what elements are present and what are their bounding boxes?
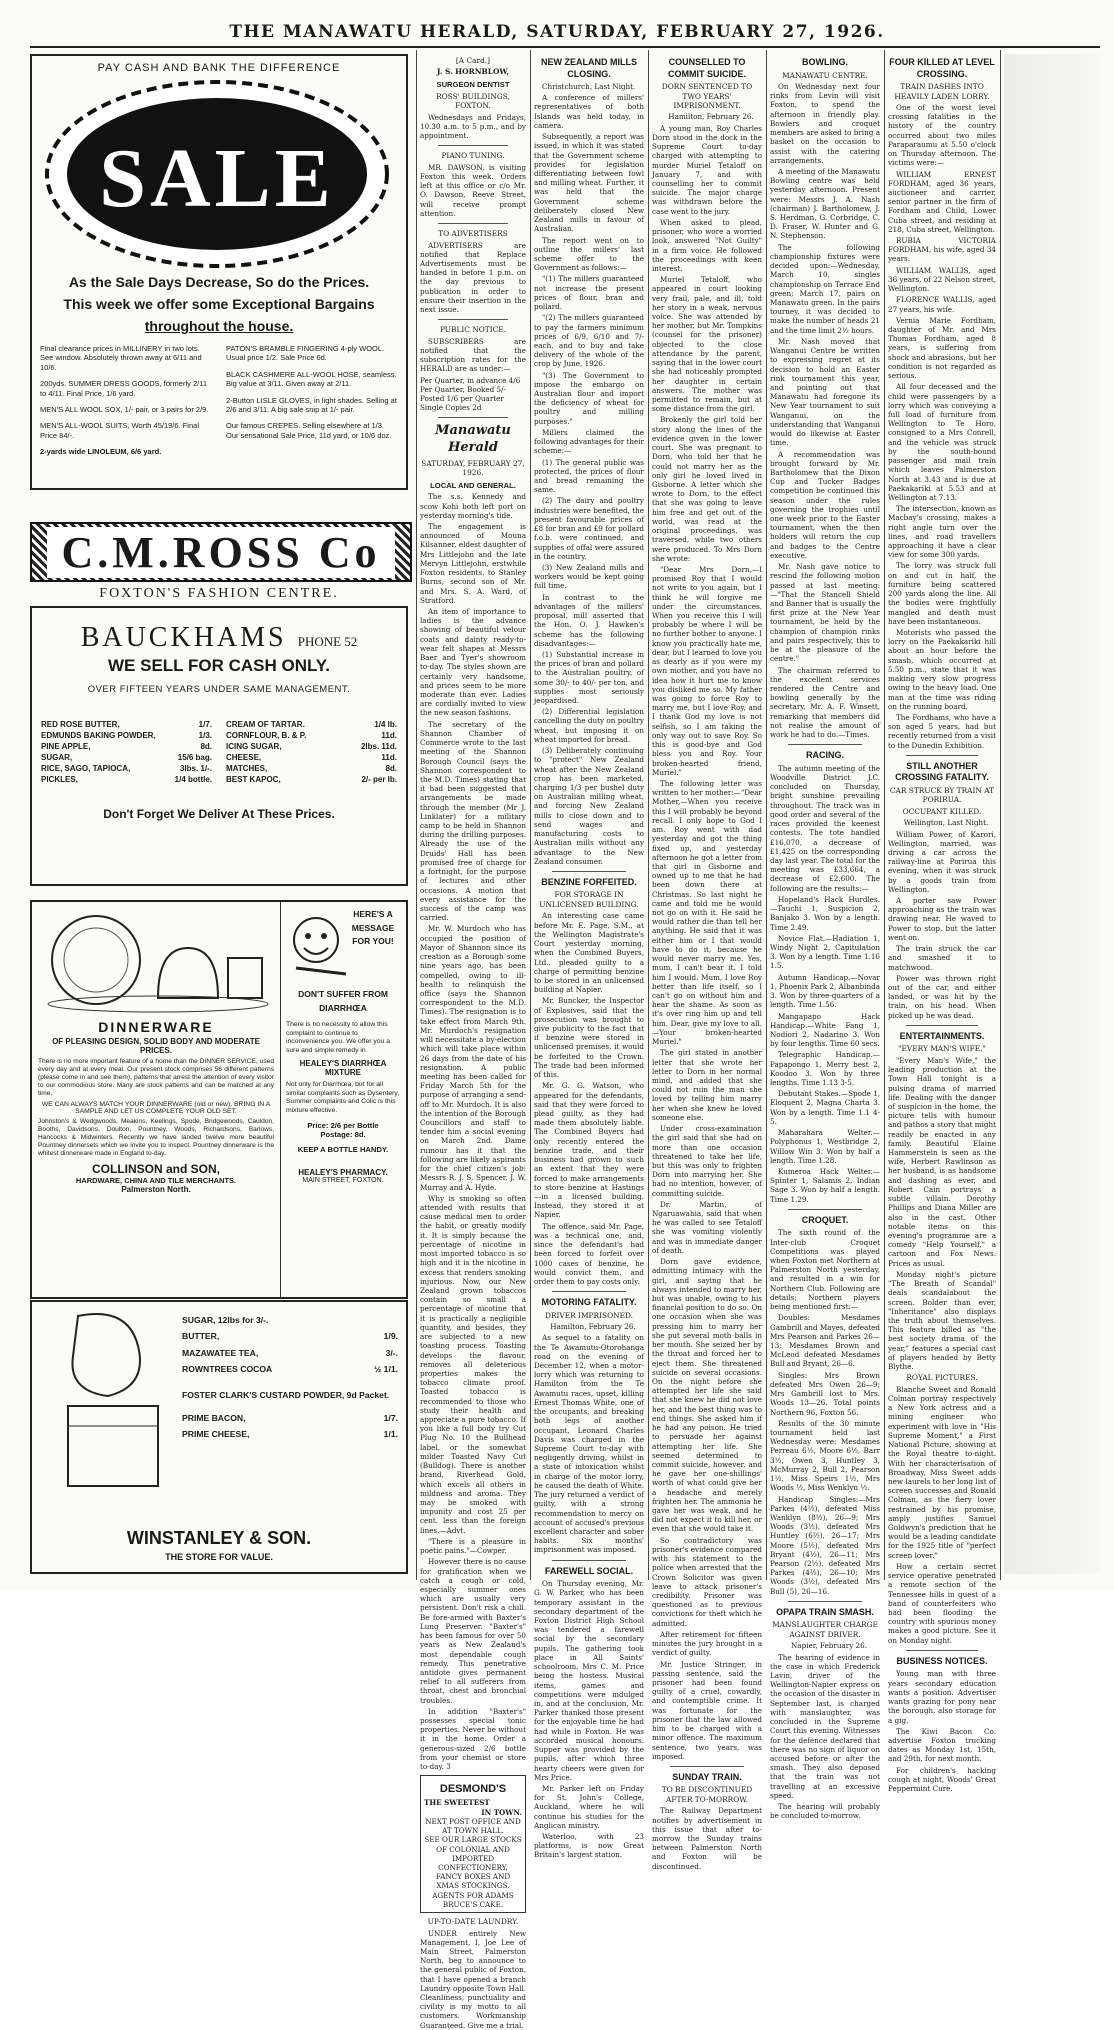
race-result: Mangapapo Hack Handicap.—White Fang 1, Nodiori 2, Nadarino 3. Won by four lengths. Time 60 secs. <box>770 1011 880 1049</box>
healeys-address: MAIN STREET, FOXTON. <box>302 1177 384 1185</box>
ross-brand-sub: FOXTON'S FASHION CENTRE. <box>99 586 339 601</box>
price-row: RED ROSE BUTTER, 1/7. <box>41 720 212 729</box>
price-row: CHEESE, 11d. <box>226 753 397 762</box>
collinson-location: Palmerston North. <box>121 1185 191 1195</box>
article-paragraph: The s.s. Kennedy and scow Kohi both left port on yesterday morning's tide. <box>420 492 526 520</box>
opapa-subheading: MANSLAUGHTER CHARGE AGAINST DRIVER. <box>772 1620 878 1639</box>
article-paragraph: One of the worst level crossing fatalities in the history of the country occurred about two miles Paraparaumu at 5.50 o'clock on Thursday afternoon. The victims were:— <box>888 102 996 168</box>
article-paragraph: On Thursday evening, Mr. G. W. Parker, who has been temporary assistant in the secondary department of the Foxton District High School was tendered a farewell social by the secondary pupils. The gathering took place in All Saints' schoolroom, Mrs C. M. Price being the hostess. Musical items, games and competitions were indulged in, and at the conclusion, Mr. Parker thanked those present for the enjoyable time he had had while in Foxton. He was accorded musical honours. Supper was provided by the pupils, after which three hearty cheers were given for Mrs Price. <box>534 1579 644 1782</box>
ross-brand-name: C.M.ROSS Co <box>47 527 394 578</box>
article-paragraph: Young man with three years secondary education wants a position. Advertiser wants grazing for pony near the borough, also storage for a gig. <box>888 1669 996 1725</box>
healeys-body: There is no necessity to allow this complaint to continue to inconvenience you. We offer you a sure and simple remedy in <box>286 1021 391 1054</box>
laundry-notice: UNDER entirely New Management, I, Joe Lee of Main Street, Palmerston North, beg to announce to the general public of Foxton, that I have opened a branch Laundry opposite Town Hall. Cleanliness, punctuality and civility is my motto to all customers. Workmanship Guaranteed. Give me a trial. <box>420 1928 526 2030</box>
collinson-name: COLLINSON and SON, <box>91 1162 220 1177</box>
article-paragraph: Mr. Parker left on Friday for St. John's College, Auckland, where he will continue his studies for the Anglican ministry. <box>534 1783 644 1830</box>
healeys-keep: KEEP A BOTTLE HANDY. <box>297 1145 389 1155</box>
race-result: Novice Flat.—Hadiation 1, Windy Night 2, Capitulation 3. Won by a length. Time 1.16 1.5. <box>770 933 880 971</box>
price-table-left <box>38 719 215 785</box>
price-row: SUGAR, 12lbs for 3/-. <box>182 1315 269 1325</box>
article-paragraph: Brokenly the girl told her story along the lines of the evidence given in the lower court. She was pregnant to Dorn, who told her that he could not marry her as the only girl he loved lived in Gisborne. A letter which she wrote to Dorn, to the effect that she was going to leave him free and get out of the world, was read at the original proceedings, was traversed, while two others were produced. To Mrs Dorn she wrote: <box>652 415 762 563</box>
suicide-subheading: DORN SENTENCED TO TWO YEARS' IMPRISONMENT. <box>661 82 753 110</box>
column-6 <box>888 54 996 1794</box>
desmonds-line: THE SWEETEST <box>424 1798 490 1808</box>
article-paragraph: However there is no cause for gratification when we catch a cough or cold, especially summer ones which are usually very persistent. Don't risk a chill. Be fore-armed with Baxter's Lung Preserver. "Baxter's" has been famous for over 50 years as New Zealand's most dependable cough remedy. This penetrative antidote gives permanent relief to all sufferers from throat, chest and bronchial troubles. <box>420 1557 526 1705</box>
separator <box>906 1025 978 1026</box>
sale-item: 2-yards wide LINOLEUM, 6/6 yard. <box>40 447 162 456</box>
winstanley-price-list <box>182 1312 398 1442</box>
article-paragraph: Mr. Buncker, the Inspector of Explosives, said that the prosecution was brought to give publicity to the fact that if benzine were stored in unlicensed premises, it would be forfeited to the Crown. The trade had been informed of this. <box>534 996 644 1080</box>
dentist-title: SURGEON DENTIST <box>436 79 510 89</box>
article-paragraph: "(2) The millers guaranteed to pay the farmers minimum prices of 6/9, 6/10 and 7/- each, and to buy and take delivery of the whole of the crop by June, 1926. <box>534 313 644 369</box>
bowling-subheading: MANAWATU CENTRE. <box>782 70 868 80</box>
separator <box>552 871 626 872</box>
article-paragraph: After retirement for fifteen minutes the jury brought in a verdict of guilty. <box>652 1629 762 1658</box>
dinnerware-match: WE CAN ALWAYS MATCH YOUR DINNERWARE (old or new). BRING IN A SAMPLE AND LET US COMPLETE YOUR OLD SET. <box>41 1101 271 1116</box>
separator <box>906 1650 978 1651</box>
rate-line: Per Quarter, in advance 4/6 <box>420 375 521 385</box>
article-paragraph: Christchurch, Last Night. <box>542 82 636 92</box>
article-paragraph: The chairman referred to the excellent services rendered the Centre and bowling generally by the secretary, Mr. A. F. Winsett, remarking that members did not realise the amount of work he had to do.—Times. <box>770 665 880 740</box>
article-paragraph: Subsequently, a report was issued, in which it was stated that the Government scheme provides for legislation differentiating between fowl and milling wheat. Further, it was held that the Government scheme deliberately closed New Zealand mills in favour of Australian. <box>534 132 644 234</box>
separator <box>438 145 508 146</box>
piano-heading: PIANO TUNING. <box>441 151 505 161</box>
article-dateline: Hamilton, February 26. <box>668 112 754 122</box>
article-paragraph: The hearing of evidence in the case in which Frederick Lavin, driver of the Wellington-Napier express on the occasion of the disaster in September last, is charged with manslaughter, was concluded in the Supreme Court this evening. Witnesses for the defence declared that there was no sign of liquor on accused before or after the smash. They also deposed that the train was not travelling at an excessive speed. <box>770 1652 880 1800</box>
article-paragraph: The following championship fixtures were decided upon:—Wednesday, March 10, singles championship on Terrace End green; March 17, pairs on Manawatu green. In the pairs tourney, it was decided to make the number of heads 21 and the time limit 2½ hours. <box>770 242 880 335</box>
separator <box>788 1209 862 1210</box>
article-paragraph: An interesting case came before Mr. E. Page, S.M., at the Wellington Magistrate's Court yesterday morning, when the Combined Buyers, Ltd., pleaded guilty to a charge of permitting benzine to be stored in an unlicensed building at Napier. <box>534 911 644 995</box>
bauckhams-price-list <box>32 695 406 785</box>
column-3 <box>534 54 644 1860</box>
sale-line-2: This week we offer some Exceptional Bargains <box>63 296 375 312</box>
sale-logo-graphic <box>32 74 402 274</box>
sale-item: 200yds. SUMMER DRESS GOODS, formerly 2/11 to 4/11. Final Price, 1/6 yard. <box>40 379 207 398</box>
article-paragraph: WILLIAM ERNEST FORDHAM, aged 36 years, auctioneer and carrier, senior partner in the firm of Fordham and Child, Lower Cuba street, and residing at 218, Cuba street, Wellington. <box>888 169 996 234</box>
porirua-subheading-2: OCCUPANT KILLED. <box>902 806 982 816</box>
column-2 <box>420 54 526 2030</box>
sale-item: PATON'S BRAMBLE FINGERING 4-ply WOOL. Usual price 1/2. Sale Price 6d. <box>226 344 385 363</box>
article-paragraph: The sixth round of the Inter-club Croquet Competitions was played when Foxton met Northern at Palmerston North yesterday, and resulted in a win for Northern Club. Following are details; Northern players being mentioned first:— <box>770 1228 880 1312</box>
article-paragraph: (2) The dairy and poultry industries were benefited, the present favourable prices of £8 for bran and £9 for pollard f.o.b. were continued, and supplies of offal were assured in the country. <box>534 496 644 561</box>
advertisers-notice: ADVERTISERS are notified that Replace Advertisements must be handed in before 1 p.m. on the day previous to publication in order to ensure their insertion in the next issue. <box>420 240 526 315</box>
price-row: PRIME CHEESE, 1/1. <box>182 1428 398 1439</box>
article-paragraph: Blanche Sweet and Ronald Colman portray respectively a New York actress and a mining engineer who experiment with love in "His Supreme Moment," a First National Picture, showing at the Royal theatre to-night. With her characterisation of Broadway, Miss Sweet adds new laurels to her long list of screen successes and Ronald Colman, as the fiery lover restrained by his promise, amply justifies Samuel Goldwyn's prediction that he would be a leading candidate for the 1925 title of "perfect screen lover." <box>888 1384 996 1560</box>
price-row: ROWNTREES COCOA ½ 1/1. <box>182 1363 398 1374</box>
benzine-subheading: FOR STORAGE IN UNLICENSED BUILDING. <box>539 890 639 909</box>
price-row: MATCHES, 8d. <box>226 764 397 773</box>
article-paragraph: "(3) The Government to impose the embargo on Australian flour and import the deficiency of wheat for poultry and milling purposes." <box>534 370 644 426</box>
desmonds-advertisement <box>420 1775 526 1913</box>
article-paragraph: Under cross-examination the girl said that she had on more than one occasion threatened to take her life, but this was only to frighten Dorn into marrying her. She had no intention, however, of committing suicide. <box>652 1124 762 1198</box>
separator <box>552 1291 626 1292</box>
article-paragraph: Singles: Mrs Brown defeated Mrs Owen 26—9; Mrs Gambrill lost to Mrs. Woods 13—26. Total points Northern 96, Foxton 56. <box>770 1370 880 1417</box>
article-paragraph: Mr. W. Murdoch who has occupied the position of Mayor of Shannon since its creation as a Borough some nine years ago, has been compelled, owing to ill-health to relinquish the office (says the Shannon correspondent to the M.D. Times). The resignation is to take effect from March 9th. Mr. Murdoch's resignation will necessitate a by-election which will take place within 26 days from the date of his resignation. A public meeting has been called for Friday March 5th for the purpose of arranging a send-off to Mr. Murdoch. It is also the intention of the Borough Councillors and staff to tender him a social evening on March 2nd. Dame rumour has it that the following are likely aspirants for the chief citizen's job: Messrs R. J. S. Spencer, J. W. Murray and A. Hyde. <box>420 924 526 1192</box>
race-result: Hopeland's Hack Hurdles.—Tauchi 1, Suspicion 2, Banjako 3. Won by a length. Time 2.49. <box>770 894 880 932</box>
race-result: Debutant Stakes.—Spode 1, Eloquent 2, Magna Charta 3. Won by a length. Time 1.1 4-5. <box>770 1089 880 1126</box>
level-crossing-heading: FOUR KILLED AT LEVEL CROSSING. <box>889 57 995 79</box>
article-paragraph: Mr. Justice Stringer, in passing sentence, said the prisoner had been found guilty of a cruel, cowardly, and contemptible crime. It was fortunate for the prisoner that the law allowed him to be charged with a minor offence. The maximum sentence, two years, was imposed. <box>652 1659 762 1761</box>
article-paragraph: Doubles: Mesdames Gambrill and Mayes, defeated Mrs Pearson and Parkes 26—13; Mesdames Brown and McLeod defeated Mesdames Bull and Bryant, 26—6. <box>770 1313 880 1369</box>
bauckhams-sub: OVER FIFTEEN YEARS UNDER SAME MANAGEMENT. <box>87 684 351 695</box>
article-paragraph: The secretary of the Shannon Chamber of Commerce wrote to the last meeting of the Shannon Borough Council (says the Shannon correspondent to the M.D. Times) stating that it had been suggested that arrangements be made through the member (Mr J. Linklater) for a military camp to be held in Shannon during the drilling purposes. Already the use of the Druids' Hall has been promised free of charge for a fortnight, for the purpose of lectures and other occasions. A motion that every assistance for the success of the camp was carried. <box>420 719 526 923</box>
farewell-heading: FAREWELL SOCIAL. <box>544 1565 634 1576</box>
separator <box>906 755 978 756</box>
desmonds-heading: DESMOND'S <box>439 1783 507 1796</box>
article-paragraph: "(1) The millers guaranteed not increase the present prices of flour, bran and pollard. <box>534 274 644 312</box>
laundry-heading: UP-TO-DATE LAUNDRY. <box>427 1917 519 1927</box>
sale-item: 2-Button LISLE GLOVES, in light shades. Selling at 2/6 and 3/11. A big sale snip at 1/- pair. <box>226 395 397 414</box>
price-row: CREAM OF TARTAR. 1/4 lb. <box>226 720 397 729</box>
race-result: Kumeroa Hack Welter.—Spinter 1, Salamis 2, Indian Sage 3. Won by half a length. Time 1.29. <box>770 1167 880 1204</box>
article-paragraph: Waterloo, with 23 platforms, is now Great Britain's largest station. <box>534 1832 644 1860</box>
separator <box>670 1766 744 1767</box>
separator <box>788 744 862 745</box>
separator <box>438 319 508 320</box>
desmonds-line: AGENTS FOR ADAMS BRUCE'S CAKE. <box>432 1890 514 1909</box>
collinson-trade: HARDWARE, CHINA AND TILE MERCHANTS. <box>75 1176 237 1186</box>
article-paragraph: Mr. G. G. Watson, who appeared for the defendants, said that they were forced to plead guilty, as they had made them absolutely liable. The Combined Buyers had only recently entered the benzine trade, and their business had grown to such an extent that they were forced to make arrangements to store benzine at Hastings—in a licensed building. Instead, they stored it at Napier. <box>534 1081 644 1220</box>
healeys-headline-2: DON'T SUFFER FROM DIARRHŒA <box>298 989 388 1013</box>
column-rule <box>1000 50 1001 1580</box>
sale-item: MEN'S ALL WOOL SOX, 1/- pair, or 3 pairs for 2/9. <box>40 404 209 414</box>
rate-line: Single Copies 2d <box>420 403 482 413</box>
article-paragraph: A young man, Roy Charles Dorn stood in the dock in the Supreme Court to-day charged with attempting to murder Muriel Tetaloff on January 7, and with counselling her to commit suicide. The major charge was withdrawn before the case went to the jury. <box>652 123 762 216</box>
article-paragraph: Dr. Martin, of Ngaruawahia, said that when he was called to see Tetaloff she was vomiting violently and was in immediate danger of death. <box>652 1199 762 1255</box>
ross-brand-banner <box>30 522 408 582</box>
article-paragraph: The Railway Department notifies by advertisement in this issue that after to-morrow the Sunday trains between Palmerston North and Foxton will be discontinued. <box>652 1806 762 1871</box>
desmonds-line: NEXT POST OFFICE AND AT TOWN HALL. <box>425 1816 521 1836</box>
level-crossing-subheading: TRAIN DASHES INTO HEAVILY LADEN LORRY. <box>894 82 990 101</box>
motoring-heading: MOTORING FATALITY. <box>541 1297 637 1308</box>
masthead-title: THE MANAWATU HERALD, SATURDAY, FEBRUARY 27, 1926. <box>229 22 885 42</box>
healeys-advertisement <box>286 908 400 1184</box>
article-paragraph: A meeting of the Manawatu Bowling centre was held yesterday afternoon. Present were: Messrs J. A. Nash (chairman) J. Bartholomew, J. S. Herdman, G. Corbridge, C. D. Fraser, W. Hunter and G. N. Stephenson. <box>770 166 880 241</box>
article-paragraph: Mr. Nash gave notice to rescind the following motion passed at last meeting:—"That the Stancell Shield and Banner that is usually the first prize at the New Year tournament, be held by the champion of champion rinks and pairs respectively, this to be at the pleasure of the centre." <box>770 562 880 664</box>
race-result: Autumn Handicap.—Novar 1, Phoenix Park 2, Albanbinda 3. Won by three-quarters of a length. Time 1.56. <box>770 972 880 1010</box>
article-paragraph: A conference of millers' representatives of both Islands was held today, in camera. <box>534 93 644 130</box>
article-paragraph: (1) Substantial increase in the prices of bran and pollard to the Australian poultry, of some 30/- to 40/- per ton, and supplies most seriously jeopardised. <box>534 649 644 706</box>
article-paragraph: In contrast to the advantages of the millers' proposal, mill asserted that the Hon. O. J. Hawken's scheme has the following disadvantages:— <box>534 592 644 648</box>
article-paragraph: On Wednesday next four rinks from Levin will visit Foxton, to spend the afternoon in friendly play. Bowlers and croquet members are asked to bring a basket on the occasion to assist with the catering arrangements. <box>770 81 880 165</box>
rate-line: Per Quarter, Booked 5/- <box>420 384 506 394</box>
column-rule <box>766 50 767 1580</box>
benzine-heading: BENZINE FORFEITED. <box>541 876 637 887</box>
article-paragraph: As sequel to a fatality on the Te Awamutu-Otorohanga road on the evening of December 12, when a motor-lorry which was returning to Hamilton from the Te Awamutu races, upset, killing Ernest Thomas White, one of the occupants, and breaking both legs of another occupant, Leonard Charles Davis was charged in the Supreme Court to-day with negligently driving, whilst in a state of intoxication whilst in charge of the motor lorry, he caused the death of White. The jury returned a verdict of guilty, with a strong recommendation to mercy on account of accused's previous excellent character and sober habits. Six months' imprisonment was imposed. <box>534 1333 644 1555</box>
article-paragraph: FLORENCE WALLIS, aged 27 years, his wife. <box>888 295 996 314</box>
grocer-illustration <box>38 1306 178 1496</box>
royal-pictures-heading: ROYAL PICTURES. <box>906 1373 978 1383</box>
article-paragraph: The autumn meeting of the Woodville District J.C. concluded on Thursday, bright sunshine prevailing throughout. The track was in good order and several of the races provided the keenest contests. The tote handled £16,070, a decrease of £1,425 on the corresponding day last year. The total for the meeting was £33,664, a decrease of £2,600. The following are the results:— <box>770 763 880 893</box>
article-paragraph: William Power, of Karori, Wellington, married, was driving a car across the railway-line at Porirua this evening, when it was struck by a goods train from Wellington. <box>888 829 996 894</box>
article-dateline: Napier, February 26. <box>791 1641 867 1651</box>
dinnerware-title: DINNERWARE <box>98 1019 214 1035</box>
article-paragraph: The intersection, known as Macbay's crossing, makes a right angle turn over the lines, and road travellers approaching it have a clear view for some 300 yards. <box>888 504 996 560</box>
dinnerware-healeys-advertisement <box>30 900 408 1299</box>
piano-notice: MR. DAWSON, is visiting Foxton this week. Orders left at this office or c/o Mr. O. Dawson, Reeve Street, will receive prompt attention. <box>420 162 526 218</box>
article-paragraph: The Kiwi Bacon Co. advertise Foxton trucking dates as Monday 1st, 15th, and 29th, for next month. <box>888 1726 996 1764</box>
healeys-product: HEALEY'S DIARRHŒA MIXTURE <box>299 1059 387 1078</box>
sale-item: Final clearance prices in MILLINERY in two lots. See window. Absolutely thrown away at 6/11 and 10/6. <box>40 344 202 372</box>
sale-logo-text: SALE <box>99 132 335 225</box>
article-paragraph: Monday night's picture "The Breath of Scandal" deals scandalabout the screen. Bolder than ever, "Inheritance" also displays the truth about themselves. This feature billed as "the best society drama of the year," features a special cast of players headed by Betty Blythe. <box>888 1269 996 1372</box>
bauckhams-advertisement <box>30 606 408 886</box>
dinnerware-body: There is no more important feature of a home than the DINNER SERVICE, used every day and at every meal. Our present stock comprises 56 different patterns (please come in and see them), patterns that arrest the attention of every visitor to our commodious store. Many are stock patterns and can be matched at any time. <box>38 1058 274 1098</box>
dinnerware-subtitle: OF PLEASING DESIGN, SOLID BODY AND MODERATE PRICES. <box>52 1037 260 1055</box>
article-dateline: Wellington, Last Night. <box>903 818 989 828</box>
column-rule <box>648 50 649 1580</box>
bowling-heading: BOWLING. <box>802 57 848 67</box>
article-paragraph: So contradictory was prisoner's evidence compared with his statement to the police when arrested that the Crown Solicitor was given leave to attack prisoner's credibility. Prisoner was questioned as to previous convictions for theft which he admitted. <box>652 1535 762 1628</box>
price-row: SUGAR, 15/6 bag. <box>41 753 212 762</box>
article-paragraph: The train struck the car and smashed it to matchwood. <box>888 944 996 972</box>
column-rule <box>530 50 531 1580</box>
article-paragraph: The engagement is announced of Mouna Kilsanner, eldest daughter of Mrs Littlejohn and the late Mervyn Littlejohn, erstwhile Foxton residents, to Stanley Burns, second son of Mr. and Mrs. S. A. Ward, of Stratford. <box>420 522 526 605</box>
article-paragraph: The hearing will probably be concluded to-morrow. <box>770 1802 880 1821</box>
sale-line-3: throughout the house. <box>144 318 294 334</box>
dinnerware-illustration <box>38 908 274 1014</box>
public-notice: SUBSCRIBERS are notified that the subscription rates for the HERALD are as under:— <box>420 336 526 374</box>
healeys-postage: Postage: 8d. <box>320 1130 366 1140</box>
article-paragraph: "Dear Mrs Dorn,—I promised Roy that I would not write to you again, but I think he will forgive me under the circumstances. When you receive this I will probably be where I will be no further bother to anyone. I know you practically hate me, dear, but I learned to love you as dearly as if you were my own mother, and you have no idea how it hurt me to know you disliked me so. My father was going to force Roy to marry me, but I love Roy, and I thank God my love is not selfish, so I am taking the only way out to save Roy. So this is good-bye and God bless you and Roy. Your broken-hearted friend, Muriel." <box>652 564 762 777</box>
dinnerware-advertisement <box>38 908 274 1194</box>
race-result: Telegraphic Handicap.—Papapongo 1, Merry best 2, Koodoo 3. Won by three lengths. Time 1.13 3-5. <box>770 1050 880 1088</box>
mills-heading: NEW ZEALAND MILLS CLOSING. <box>541 57 637 79</box>
paper-date: SATURDAY, FEBRUARY 27, 1926. <box>421 458 525 478</box>
sale-item: MEN'S ALL-WOOL SUITS, Worth 45/19/6. Final Price 84/-. <box>40 421 199 440</box>
article-dateline: Hamilton, February 26. <box>550 1322 636 1332</box>
dentist-name: J. S. HORNBLOW, <box>436 67 510 77</box>
desmonds-line: SEE OUR LARGE STOCKS OF COLONIAL AND IMPORTED CONFECTIONERY, FANCY BOXES AND XMAS STOCKINGS. <box>424 1835 522 1891</box>
sunday-train-subheading: TO BE DISCONTINUED AFTER TO-MORROW. <box>661 1785 753 1804</box>
page-margin <box>1004 54 1100 1574</box>
separator <box>552 1560 626 1561</box>
column-rule <box>416 50 417 1580</box>
article-paragraph: (3) Deliberately continuing to "protect" New Zealand wheat after the New Zealand crop has been marketed, charging 1/3 per bushel duty on Australian milling wheat, and forcing New Zealand mills to close down and to send wages and manufacturing costs to Australian mills without any advantage to the New Zealand consumer. <box>534 746 644 866</box>
healeys-headline: HERE'S A MESSAGE FOR YOU! <box>351 909 395 947</box>
cartoon-face-illustration <box>286 908 346 978</box>
racing-heading: RACING. <box>806 750 844 761</box>
dentist-hours: Wednesdays and Fridays, 10.30 a.m. to 5 p.m., and by appointment. <box>420 112 526 141</box>
price-row: ICING SUGAR, 2lbs. 11d. <box>226 742 397 751</box>
separator <box>788 1601 862 1602</box>
porirua-subheading: CAR STRUCK BY TRAIN AT PORIRUA. <box>889 785 995 805</box>
article-paragraph: The offence, said Mr. Page, was a technical one, and, since the defendant's had been forced to forfeit over 1000 cases of benzine, he would convict them, and order them to pay costs only. <box>534 1221 644 1286</box>
article-paragraph: The lorry was struck full on and cut in half, the furniture being scattered 200 yards along the line. All the bodies were frightfully mangled and death must have been instantaneous. <box>888 561 996 626</box>
entertainments-subheading: "EVERY MAN'S WIFE." <box>898 1044 986 1054</box>
column-5 <box>770 54 880 1821</box>
article-paragraph: The Fordhams, who have a son aged 5 years, had but recently returned from a visit to the Dunedin Exhibition. <box>888 712 996 750</box>
price-row: PINE APPLE, 8d. <box>41 742 212 751</box>
bauckhams-phone: PHONE 52 <box>297 634 358 649</box>
article-paragraph: Dorn gave evidence, admitting intimacy with the girl, and saying that he always intended to marry her, but was unable, owing to his financial position to do so. On one occasion when she was pressing him to marry her she put several moth balls in her mouth. She seized her by the throat and forced her to eject them. She threatened suicide on several occasions. On the night before she attempted her life she said that she knew he did not love her, and the best thing was to end things. She asked him if he had any poison. He tried to persuade her against attempting her life. She seemed determined to commit suicide, however, and he gave her one-shillings' worth of what could give her a headache and merely frighten her. The ammonia he gave her was weak, and he did not expect it to kill her, or even that she would take it. <box>652 1257 762 1534</box>
article-paragraph: RUBIA VICTORIA FORDHAM, his wife, aged 34 years. <box>888 236 996 264</box>
price-row: PICKLES, 1/4 bottle. <box>41 775 212 784</box>
rate-line: Posted 1/6 per Quarter <box>420 394 504 404</box>
price-row: PRIME BACON, 1/7. <box>182 1412 398 1423</box>
article-paragraph: Muriel Tetaloff, who appeared in court looking very frail, pale, and ill, told her story in a weak, nervous voice. She was attended by her mother, but Mr. Tompkins (counsel for the prisoner) objected to the close attendance by the parent, saying that in the lower court she had noticeably prompted her daughter in certain answers. The mother was permitted to remain, but at some distance from the girl. <box>652 275 762 414</box>
sale-right-items <box>226 344 398 463</box>
paper-nameplate: Manawatu Herald <box>435 423 511 456</box>
article-paragraph: WILLIAM WALLIS, aged 36 years, of 22 Nelson street, Wellington. <box>888 265 996 294</box>
business-notices-heading: BUSINESS NOTICES. <box>896 1655 988 1666</box>
race-result: Maharahara Welter.—Polyphonus 1, Westbridge 2, Willow Win 3. Won by half a length. Time 1.28. <box>770 1128 880 1165</box>
suicide-heading: COUNSELLED TO COMMIT SUICIDE. <box>668 57 746 79</box>
motoring-subheading: DRIVER IMPRISONED. <box>545 1310 633 1320</box>
masthead-rule <box>30 46 1100 48</box>
article-paragraph: The report went on to outline the millers' last scheme offer to the Government as follows:— <box>534 235 644 273</box>
price-row: EDMUNDS BAKING POWDER, 1/3. <box>41 731 212 740</box>
separator <box>438 223 508 224</box>
article-paragraph: A recommendation was brought forward by Mr. Bartholomew that the Dixon Cup and Tucker Badges competition be continued this season under the rules governing the trophies until one week prior to the Easter tournament, when the then holders will return the cup and badges to the Centre executive. <box>770 449 880 560</box>
article-paragraph: The following letter was written to her mother:—"Dear Mother,—When you receive this I will probably be beyond recall. I only hope to God I am. Roy went with dad yesterday and got the thing fixed up, and yesterday afternoon he got a letter from that girl in Gisborne and owned up to me that he had been down there at Christmas. So last night he came and told me he would not go on with it. He said he would rather die than tell her anything. He said that it was either him or I that would have to do it, because he would never marry me. Yes, mum, I can't bear it. I told him I would. Mum, I love Roy better than life itself, so I can't go on without him and hear the shame. As soon as it's over ring him up and tell him. Dear, give my love to all.—Your broken-hearted Muriel." <box>652 778 762 1047</box>
article-paragraph: Millers claimed the following advantages for their scheme:— <box>534 427 644 456</box>
winstanley-tagline: THE STORE FOR VALUE. <box>165 1552 273 1562</box>
article-paragraph: (3) New Zealand mills and workers would be kept going full time. <box>534 562 644 591</box>
healeys-body-2: Not only for Diarrhœa, but for all similar complaints such as Dysentery, Summer complaints and Colic is this mixture effective. <box>286 1081 400 1114</box>
article-paragraph: Power was thrown right out of the car, and either landed, or was hit by the train, on his head. When picked up he was dead. <box>888 973 996 1020</box>
price-row: BUTTER, 1/9. <box>182 1331 398 1342</box>
article-paragraph: "Every Man's Wife," the leading production at the Town Hall tonight is a pulsing drama of married life. Dealing with the danger of suspicion in the home, the picture tells with humour and pathos a story that might readily be enacted in any family. Beautiful Elaine Hammerstein is seen as the wife, Herbert Rawlinson as her husband, is as handsome and dashing as ever, and Robert Cain portrays a subtle villain. Dorothy Phillips and Diana Miller are also in the cast. Other notable items on this evening's programme are a comedy "Help Yourself," a cartoon and Fox News. Prices as usual. <box>888 1055 996 1268</box>
column-4 <box>652 54 762 1871</box>
healeys-shop: HEALEY'S PHARMACY. <box>298 1168 388 1178</box>
article-paragraph: For children's hacking cough at night, Woods' Great Peppermint Cure. <box>888 1765 996 1794</box>
article-paragraph: (1) The general public was protected, the prices of flour and bread remaining the same. <box>534 457 644 495</box>
winstanley-name: WINSTANLEY & SON. <box>126 1528 312 1548</box>
entertainments-heading: ENTERTAINMENTS. <box>899 1030 985 1041</box>
column-rule <box>884 50 885 1580</box>
article-paragraph: When asked to plead, prisoner, who wore a worried look, answered "Not Guilty" in a firm voice. He followed the proceedings with keen interest. <box>652 217 762 273</box>
article-paragraph: In addition "Baxter's" possesses special tonic properties. Never be without it in the home. Order a generous-sized 2/6 bottle from your chemist or store to-day. 3 <box>420 1706 526 1772</box>
price-row: CORNFLOUR, B. & P. 11d. <box>226 731 397 740</box>
public-notice-heading: PUBLIC NOTICE. <box>439 325 507 335</box>
healeys-price: Price: 2/6 per Bottle <box>307 1121 379 1131</box>
advertisers-heading: TO ADVERTISERS <box>438 229 508 239</box>
bauckhams-footer: Don't Forget We Deliver At These Prices. <box>103 807 335 821</box>
opapa-heading: OPAPA TRAIN SMASH. <box>776 1606 874 1617</box>
article-paragraph: How a certain secret service operative penetrated a remote section of the Tennessee hills in quest of a band of counterfeiters who had been flooding the country with spurious money makes a good picture. See it on Monday night. <box>888 1561 996 1645</box>
dentist-address: ROSS' BUILDINGS, FOXTON. <box>436 91 510 111</box>
price-row: BEST KAPOC, 2/- per lb. <box>226 775 397 784</box>
article-paragraph: "There is a pleasure in poetic pains."—Cowper. <box>420 1536 526 1556</box>
price-row: FOSTER CLARK'S CUSTARD POWDER, 9d Packet. <box>182 1390 390 1401</box>
local-general-heading: LOCAL AND GENERAL. <box>430 480 516 490</box>
bauckhams-name: BAUCKHAMS <box>80 622 287 653</box>
sale-banner: PAY CASH AND BANK THE DIFFERENCE <box>97 62 341 74</box>
bauckhams-slogan: WE SELL FOR CASH ONLY. <box>108 656 330 675</box>
ad-divider <box>280 902 281 1297</box>
article-paragraph: All four deceased and the child were passengers by a lorry which was conveying a full load of furniture from Wellington to Te Horo, consigned to a Mrs Conrell, and the vehicle was struck by the south-bound passenger and mail train which leaves Palmerston North at 3.43 and is due at Paekakariki at 5.53 and at Wellington at 7.13. <box>888 382 996 502</box>
article-paragraph: Why is smoking so often attended with results that cause medical men to order the habit, or greatly modify it. It is simply because the percentage of nicotine in most imported tobacco is so high and it is the nicotine in excess that renders smoking injurious. Now, our New Zealand grown tobaccos contain so small a percentage of nicotine that it is practically a negligible quantity, and besides, they are subjected to a new toasting process. Toasting develops the flavour, removes all deleterious properties makes the tobacco climate proof. Toasted tobacco is recommended to those who study their health and appreciate a pure tobacco. If you like a full body try Cut Plug No. 10 the Bullhead label, or the somewhat milder Toasted Navy Cut (Bulldog). There is another brand, Riverhead Gold, which excels all others in mildness and aroma. They may be smoked with impunity and cost 25 per cent. less than the foreign lines.—Advt. <box>420 1193 526 1535</box>
dinnerware-makers: Johnston's & Wedgwoods, Meakins, Keelings, Spode, Bridgewoods, Cauldon, Booths, Davidsons, Doulton, Pountney, Woods, Richardsons, Barlows, Hancocks & Midwinters. Recently we have landed twelve more beautiful Pountney dinnersets which we invite you to inspect. Pountney dinnerware is the whitest dinnerware made in England to-day. <box>38 1118 274 1158</box>
sale-item: BLACK CASHMERE ALL-WOOL HOSE, seamless. Big value at 3/11. Given away at 2/11. <box>226 369 397 389</box>
article-paragraph: A porter saw Power approaching as the train was drawing near. He waved to Power to stop, but the latter went on. <box>888 896 996 942</box>
article-paragraph: Vernia Marie Fordham, daughter of Mr. and Mrs Thomas Fordham, aged 8 years, is suffering from shock and abrasions, but her condition is not regarded as serious. <box>888 315 996 381</box>
article-paragraph: Handicap Singles:—Mrs Parkes (4½), defeated Miss Wanklyn (8½), 26—9; Mrs Woods (3½), defeated Mrs Huntley (6½), 26—17; Mrs Moore (5½), defeated Mrs Bryant (4½), 26—11; Mrs Pearson (2½), defeated Mrs Parkes (4½), 26—10; Mrs Woods (3½), defeated Mrs Bull (5), 26—16. <box>770 1494 880 1596</box>
sale-left-items <box>40 344 212 463</box>
price-table-right <box>223 719 400 785</box>
price-row: MAZAWATEE TEA, 3/-. <box>182 1347 398 1358</box>
price-row: RICE, SAGO, TAPIOCA, 3lbs. 1/-. <box>41 764 212 773</box>
sale-line-1: As the Sale Days Decrease, So do the Prices. <box>68 274 370 290</box>
separator <box>438 417 508 418</box>
sale-item: Our famous CREPES. Selling elsewhere at 1/3. Our sensational Sale Price, 11d yard, or 10/6 doz. <box>226 421 392 440</box>
article-paragraph: Results of the 30 minute tournament held last Wednesday were: Mesdames Perreau 6½, Moore 6½, Barr 3½, Owen 3, Huntley 3, McMurray 2, Bull 2, Pearson 1½, Miss Speirs 1½, Mrs Woods ½, Miss Wenklyn ½. <box>770 1418 880 1493</box>
article-paragraph: The girl stated in another letter that she wrote her letter to Dorn in her normal mind, and added that she could not ruin the man she loved by telling him marry her when she knew he loved someone else. <box>652 1048 762 1122</box>
article-paragraph: An item of importance to ladies is the advance showing of beautiful velour coats and dainty ready-to-wear felt shapes at Messrs Baer and Tyer's showroom to-day. The styles shown are certainly very handsome, and prices seem to be more moderate than ever. Ladies are cordially invited to view the new season fashions. <box>420 607 526 718</box>
winstanley-advertisement <box>30 1300 408 1574</box>
article-paragraph: (2) Differential legislation cancelling the duty on poultry wheat, but imposing it on wheat imported for bread. <box>534 707 644 744</box>
card-label: [A Card.] <box>455 56 491 65</box>
porirua-heading: STILL ANOTHER CROSSING FATALITY. <box>895 760 989 783</box>
article-paragraph: Motorists who passed the lorry on the Paekakariki hill about an hour before the smash, which occurred at 5.50 p.m., state that it was making very slow progress owing to the heavy load. One man at the time was riding on the running board. <box>888 628 996 711</box>
article-paragraph: Mr. Nash moved that Wanganui Centre be written to expressing regret at its decision to hold an Easter rink tournament this year, and pointing out that Manawatu had foregone its New Year tournament to suit Wanganui, on the understanding that Wanganui would do likewise at Easter time. <box>770 336 880 448</box>
sale-advertisement <box>30 54 408 490</box>
desmonds-line: IN TOWN. <box>481 1807 522 1817</box>
sunday-train-heading: SUNDAY TRAIN. <box>672 1771 742 1782</box>
croquet-heading: CROQUET. <box>801 1214 849 1225</box>
